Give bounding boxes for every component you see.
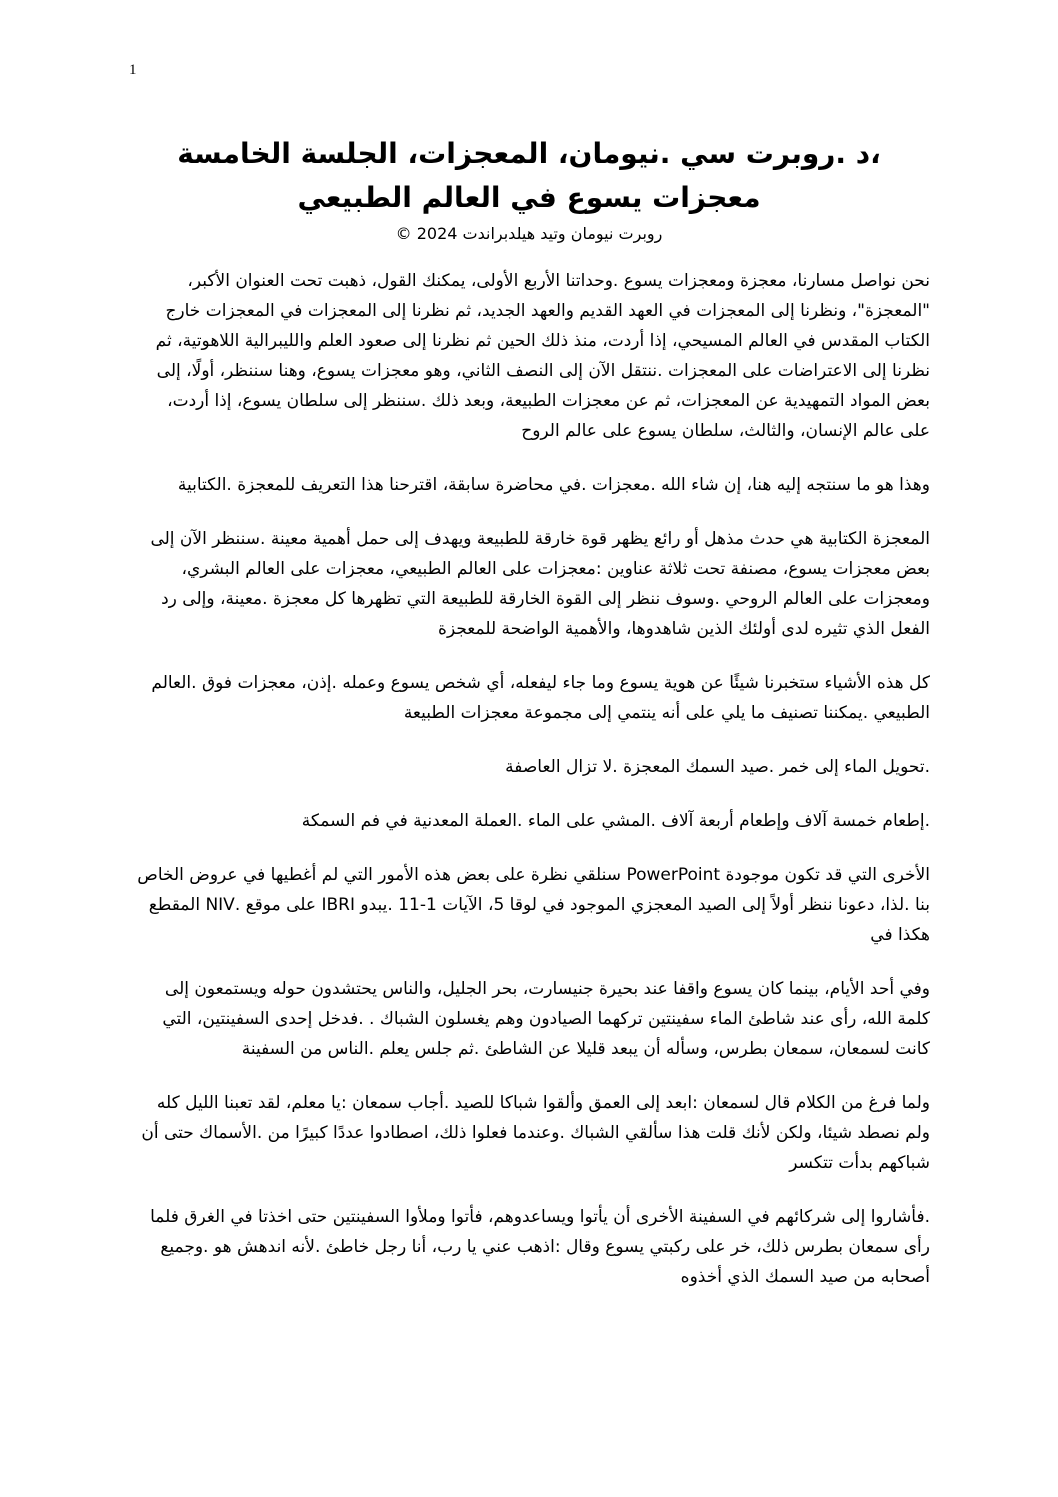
title-line-1: ،د .روبرت سي .نيومان، المعجزات، الجلسة الخامسة (177, 137, 881, 170)
document-title (150, 132, 908, 220)
paragraph: وهذا هو ما سنتجه إليه هنا، إن شاء الله .معجزات .في محاضرة سابقة، اقترحنا هذا التعريف للمعجزة .الكتابية (177, 475, 930, 495)
paragraph: وفي أحد الأيام، بينما كان يسوع واقفا عند بحيرة جنيسارت، بحر الجليل، والناس يحتشدون حوله ويستمعون إلى كلمة الله، رأى عند شاطئ الماء سفينتين تركهما الصيادون وهم يغسلون الشباك . .فدخل إحدى السفينتين، التي كانت لسمعان، سمعان بطرس، وسأله أن يبعد قليلا عن الشاطئ .ثم جلس يعلم .الناس من السفينة (162, 979, 930, 1059)
title-line-2: معجزات يسوع في العالم الطبيعي (297, 181, 761, 214)
paragraph: .فأشاروا إلى شركائهم في السفينة الأخرى أن يأتوا ويساعدوهم، فأتوا وملأوا السفينتين حتى اخذتا في الغرق فلما رأى سمعان بطرس ذلك، خر على ركبتي يسوع وقال :اذهب عني يا رب، أنا رجل خاطئ .لأنه اندهش هو .وجميع أصحابه من صيد السمك الذي أخذوه (150, 1207, 930, 1287)
paragraph: المعجزة الكتابية هي حدث مذهل أو رائع يظهر قوة خارقة للطبيعة ويهدف إلى حمل أهمية معينة .سننظر الآن إلى بعض معجزات يسوع، مصنفة تحت ثلاثة عناوين :معجزات على العالم الطبيعي، معجزات على العالم البشري، ومعجزات على العالم الروحي .وسوف ننظر إلى القوة الخارقة للطبيعة التي تظهرها كل معجزة .معينة، وإلى رد الفعل الذي تثيره لدى أولئك الذين شاهدوها، والأهمية الواضحة للمعجزة (150, 529, 930, 639)
paragraph: .تحويل الماء إلى خمر .صيد السمك المعجزة .لا تزال العاصفة (505, 757, 930, 777)
page-number: 1 (129, 62, 137, 78)
paragraph: .إطعام خمسة آلاف وإطعام أربعة آلاف .المشي على الماء .العملة المعدنية في فم السمكة (301, 811, 930, 831)
copyright-line: روبرت نيومان وتيد هيلدبراندت 2024 © (395, 224, 663, 243)
paragraph: الأخرى التي قد تكون موجودة PowerPoint سنلقي نظرة على بعض هذه الأمور التي لم أغطيها في عروض الخاص بنا .لذا، دعونا ننظر أولاً إلى الصيد المعجزي الموجود في لوقا 5، الآيات 1-11 .يبدو IBRI على موقع .NIV المقطع هكذا في (137, 865, 930, 945)
paragraph: كل هذه الأشياء ستخبرنا شيئًا عن هوية يسوع وما جاء ليفعله، أي شخص يسوع وعمله .إذن، معجزات فوق .العالم الطبيعي .يمكننا تصنيف ما يلي على أنه ينتمي إلى مجموعة معجزات الطبيعة (151, 673, 930, 723)
document-body (135, 266, 930, 1316)
paragraph: نحن نواصل مسارنا، معجزة ومعجزات يسوع .وحداتنا الأربع الأولى، يمكنك القول، ذهبت تحت العنوان الأكبر، "المعجزة"، ونظرنا إلى المعجزات في العهد القديم والعهد الجديد، ثم نظرنا إلى المعجزات في المعجزات خارج الكتاب المقدس في العالم المسيحي، إذا أردت، منذ ذلك الحين ثم نظرنا إلى صعود العلم والليبرالية اللاهوتية، ثم نظرنا إلى الاعتراضات على المعجزات .ننتقل الآن إلى النصف الثاني، وهو معجزات يسوع، وهنا سننظر، أولًا، إلى بعض المواد التمهيدية عن المعجزات، ثم عن معجزات الطبيعة، وبعد ذلك .سننظر إلى سلطان يسوع، إذا أردت، على عالم الإنسان، والثالث، سلطان يسوع على عالم الروح (155, 271, 930, 441)
paragraph: ولما فرغ من الكلام قال لسمعان :ابعد إلى العمق وألقوا شباكا للصيد .أجاب سمعان :يا معلم، لقد تعبنا الليل كله ولم نصطد شيئا، ولكن لأنك قلت هذا سألقي الشباك .وعندما فعلوا ذلك، اصطادوا عددًا كبيرًا من .الأسماك حتى أن شباكهم بدأت تتكسر (141, 1093, 930, 1173)
